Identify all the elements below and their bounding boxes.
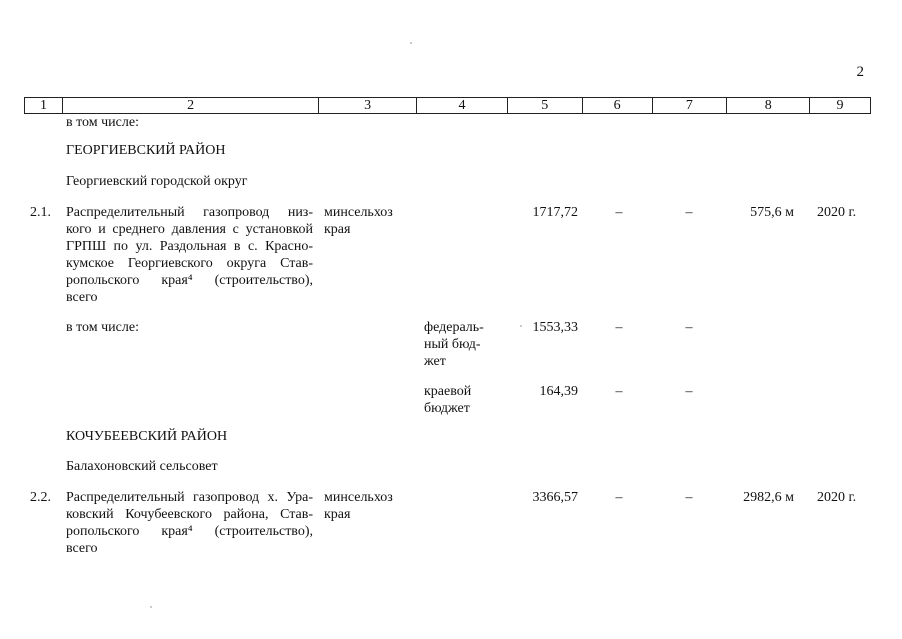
item-description-line: кого и среднего давления с установкой: [66, 222, 313, 237]
item-description-line: ропольского края⁴ (строительство),: [66, 524, 313, 539]
header-col-4: 4: [417, 98, 508, 113]
header-col-7: 7: [653, 98, 728, 113]
item-description: [66, 489, 313, 557]
customer: минсельхоз края: [324, 490, 393, 522]
scan-speck: [410, 42, 412, 44]
scan-speck: [150, 606, 152, 608]
amount: 164,39: [539, 384, 578, 399]
item-description-line: ГРПШ по ул. Раздольная в с. Красно-: [66, 239, 313, 254]
item-description: [66, 204, 313, 306]
item-description-line: ковский Кочубеевского района, Став-: [66, 507, 313, 522]
header-col-8: 8: [727, 98, 810, 113]
length-value: 575,6 м: [750, 205, 794, 220]
page-number: 2: [856, 64, 864, 80]
col7-value: –: [685, 320, 693, 335]
col6-value: –: [615, 384, 623, 399]
item-description-line: ропольского края⁴ (строительство),: [66, 273, 313, 288]
header-col-1: 1: [25, 98, 63, 113]
scan-speck: [520, 325, 522, 327]
amount: 1717,72: [532, 205, 578, 220]
funding-source-federal: федераль- ный бюд- жет: [424, 320, 484, 369]
item-description-line: всего: [66, 541, 98, 556]
incl-label: в том числе:: [66, 320, 139, 335]
locality-heading-2: Балахоновский сельсовет: [66, 459, 218, 474]
item-description-line: кумское Георгиевского округа Став-: [66, 256, 313, 271]
funding-source-regional: краевой бюджет: [424, 384, 472, 416]
amount: 3366,57: [532, 490, 578, 505]
length-value: 2982,6 м: [743, 490, 794, 505]
item-description-line: Распределительный газопровод х. Ура-: [66, 490, 313, 505]
col7-value: –: [685, 490, 693, 505]
col6-value: –: [615, 490, 623, 505]
col7-value: –: [685, 384, 693, 399]
intro-label: в том числе:: [66, 115, 139, 130]
header-col-5: 5: [508, 98, 583, 113]
year-value: 2020 г.: [817, 490, 857, 505]
col7-value: –: [685, 205, 693, 220]
header-col-3: 3: [319, 98, 417, 113]
table-header-row: [24, 97, 871, 114]
item-description-line: всего: [66, 290, 98, 305]
item-number: 2.1.: [30, 205, 51, 220]
district-heading-1: ГЕОРГИЕВСКИЙ РАЙОН: [66, 143, 226, 158]
item-description-line: Распределительный газопровод низ-: [66, 205, 313, 220]
header-col-9: 9: [836, 98, 844, 113]
district-heading-2: КОЧУБЕЕВСКИЙ РАЙОН: [66, 429, 228, 444]
col6-value: –: [615, 320, 623, 335]
locality-heading-1: Георгиевский городской округ: [66, 174, 248, 189]
header-col-2: 2: [63, 98, 319, 113]
year-value: 2020 г.: [817, 205, 857, 220]
item-number: 2.2.: [30, 490, 51, 505]
customer: минсельхоз края: [324, 205, 393, 237]
header-col-6: 6: [583, 98, 653, 113]
amount: 1553,33: [532, 320, 578, 335]
col6-value: –: [615, 205, 623, 220]
